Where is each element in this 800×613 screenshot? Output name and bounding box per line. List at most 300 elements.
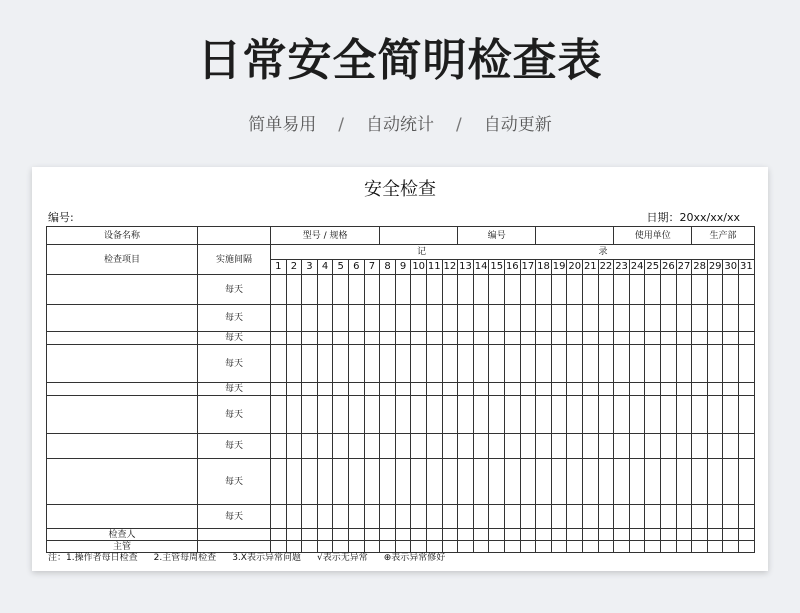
record-cell[interactable] <box>551 434 567 459</box>
inspector-cell[interactable] <box>661 529 677 541</box>
record-cell[interactable] <box>739 305 755 332</box>
record-cell[interactable] <box>473 505 489 529</box>
supervisor-cell[interactable] <box>395 541 411 553</box>
record-cell[interactable] <box>645 332 661 345</box>
record-cell[interactable] <box>364 396 380 434</box>
inspector-cell[interactable] <box>629 529 645 541</box>
record-cell[interactable] <box>395 345 411 383</box>
record-cell[interactable] <box>645 434 661 459</box>
record-cell[interactable] <box>692 383 708 396</box>
record-cell[interactable] <box>520 275 536 305</box>
record-cell[interactable] <box>286 305 302 332</box>
supervisor-cell[interactable] <box>333 541 349 553</box>
record-cell[interactable] <box>271 459 287 505</box>
record-cell[interactable] <box>395 505 411 529</box>
supervisor-cell[interactable] <box>567 541 583 553</box>
record-cell[interactable] <box>692 396 708 434</box>
record-cell[interactable] <box>411 332 427 345</box>
record-cell[interactable] <box>614 505 630 529</box>
record-cell[interactable] <box>676 305 692 332</box>
record-cell[interactable] <box>505 459 521 505</box>
inspector-cell[interactable] <box>302 529 318 541</box>
inspector-cell[interactable] <box>598 529 614 541</box>
record-cell[interactable] <box>426 505 442 529</box>
supervisor-cell[interactable] <box>426 541 442 553</box>
supervisor-cell[interactable] <box>520 541 536 553</box>
record-cell[interactable] <box>692 332 708 345</box>
check-item-cell[interactable] <box>47 305 198 332</box>
record-cell[interactable] <box>629 505 645 529</box>
record-cell[interactable] <box>536 434 552 459</box>
record-cell[interactable] <box>723 305 739 332</box>
record-cell[interactable] <box>489 332 505 345</box>
record-cell[interactable] <box>317 434 333 459</box>
record-cell[interactable] <box>598 305 614 332</box>
inspector-cell[interactable] <box>426 529 442 541</box>
record-cell[interactable] <box>614 345 630 383</box>
record-cell[interactable] <box>489 505 505 529</box>
record-cell[interactable] <box>286 275 302 305</box>
record-cell[interactable] <box>411 345 427 383</box>
record-cell[interactable] <box>505 383 521 396</box>
record-cell[interactable] <box>286 396 302 434</box>
record-cell[interactable] <box>520 305 536 332</box>
record-cell[interactable] <box>567 396 583 434</box>
record-cell[interactable] <box>271 396 287 434</box>
record-cell[interactable] <box>364 305 380 332</box>
record-cell[interactable] <box>271 305 287 332</box>
supervisor-cell[interactable] <box>458 541 474 553</box>
record-cell[interactable] <box>551 396 567 434</box>
inspector-cell[interactable] <box>458 529 474 541</box>
record-cell[interactable] <box>692 434 708 459</box>
record-cell[interactable] <box>536 505 552 529</box>
record-cell[interactable] <box>614 459 630 505</box>
record-cell[interactable] <box>583 459 599 505</box>
record-cell[interactable] <box>302 275 318 305</box>
record-cell[interactable] <box>333 305 349 332</box>
record-cell[interactable] <box>458 332 474 345</box>
record-cell[interactable] <box>271 332 287 345</box>
record-cell[interactable] <box>567 434 583 459</box>
supervisor-cell[interactable] <box>551 541 567 553</box>
record-cell[interactable] <box>317 396 333 434</box>
record-cell[interactable] <box>614 332 630 345</box>
record-cell[interactable] <box>614 396 630 434</box>
record-cell[interactable] <box>458 459 474 505</box>
record-cell[interactable] <box>395 275 411 305</box>
record-cell[interactable] <box>333 459 349 505</box>
record-cell[interactable] <box>348 275 364 305</box>
record-cell[interactable] <box>380 275 396 305</box>
record-cell[interactable] <box>629 383 645 396</box>
record-cell[interactable] <box>505 434 521 459</box>
record-cell[interactable] <box>458 275 474 305</box>
inspector-cell[interactable] <box>676 529 692 541</box>
record-cell[interactable] <box>707 459 723 505</box>
supervisor-cell[interactable] <box>583 541 599 553</box>
record-cell[interactable] <box>473 383 489 396</box>
record-cell[interactable] <box>739 459 755 505</box>
record-cell[interactable] <box>302 332 318 345</box>
record-cell[interactable] <box>489 305 505 332</box>
supervisor-cell[interactable] <box>411 541 427 553</box>
record-cell[interactable] <box>333 434 349 459</box>
record-cell[interactable] <box>723 505 739 529</box>
record-cell[interactable] <box>692 345 708 383</box>
record-cell[interactable] <box>551 332 567 345</box>
record-cell[interactable] <box>723 459 739 505</box>
record-cell[interactable] <box>520 505 536 529</box>
record-cell[interactable] <box>317 345 333 383</box>
record-cell[interactable] <box>551 459 567 505</box>
record-cell[interactable] <box>629 345 645 383</box>
record-cell[interactable] <box>317 505 333 529</box>
record-cell[interactable] <box>364 275 380 305</box>
record-cell[interactable] <box>567 505 583 529</box>
record-cell[interactable] <box>364 383 380 396</box>
record-cell[interactable] <box>286 345 302 383</box>
record-cell[interactable] <box>567 275 583 305</box>
record-cell[interactable] <box>348 383 364 396</box>
supervisor-cell[interactable] <box>317 541 333 553</box>
record-cell[interactable] <box>411 275 427 305</box>
record-cell[interactable] <box>536 383 552 396</box>
inspector-cell[interactable] <box>271 529 287 541</box>
record-cell[interactable] <box>411 396 427 434</box>
inspector-cell[interactable] <box>692 529 708 541</box>
record-cell[interactable] <box>286 332 302 345</box>
record-cell[interactable] <box>411 459 427 505</box>
supervisor-cell[interactable] <box>380 541 396 553</box>
record-cell[interactable] <box>723 275 739 305</box>
record-cell[interactable] <box>598 396 614 434</box>
record-cell[interactable] <box>661 459 677 505</box>
record-cell[interactable] <box>536 459 552 505</box>
record-cell[interactable] <box>411 383 427 396</box>
record-cell[interactable] <box>598 505 614 529</box>
record-cell[interactable] <box>520 345 536 383</box>
record-cell[interactable] <box>333 275 349 305</box>
record-cell[interactable] <box>598 275 614 305</box>
inspector-cell[interactable] <box>317 529 333 541</box>
check-item-cell[interactable] <box>47 434 198 459</box>
inspector-cell[interactable] <box>442 529 458 541</box>
record-cell[interactable] <box>395 434 411 459</box>
inspector-cell[interactable] <box>723 529 739 541</box>
inspector-cell[interactable] <box>364 529 380 541</box>
supervisor-cell[interactable] <box>302 541 318 553</box>
record-cell[interactable] <box>442 332 458 345</box>
record-cell[interactable] <box>348 396 364 434</box>
record-cell[interactable] <box>333 383 349 396</box>
check-item-cell[interactable] <box>47 332 198 345</box>
record-cell[interactable] <box>442 459 458 505</box>
record-cell[interactable] <box>661 434 677 459</box>
record-cell[interactable] <box>505 332 521 345</box>
supervisor-cell[interactable] <box>489 541 505 553</box>
record-cell[interactable] <box>317 305 333 332</box>
supervisor-cell[interactable] <box>707 541 723 553</box>
supervisor-interval-cell[interactable] <box>198 541 271 553</box>
record-cell[interactable] <box>645 305 661 332</box>
record-cell[interactable] <box>286 459 302 505</box>
record-cell[interactable] <box>426 332 442 345</box>
record-cell[interactable] <box>473 305 489 332</box>
record-cell[interactable] <box>302 345 318 383</box>
record-cell[interactable] <box>426 383 442 396</box>
record-cell[interactable] <box>739 383 755 396</box>
inspector-cell[interactable] <box>411 529 427 541</box>
record-cell[interactable] <box>629 332 645 345</box>
record-cell[interactable] <box>505 305 521 332</box>
record-cell[interactable] <box>302 434 318 459</box>
record-cell[interactable] <box>473 434 489 459</box>
record-cell[interactable] <box>395 305 411 332</box>
number-value[interactable] <box>536 227 614 245</box>
check-item-cell[interactable] <box>47 275 198 305</box>
record-cell[interactable] <box>348 305 364 332</box>
check-item-cell[interactable] <box>47 505 198 529</box>
record-cell[interactable] <box>317 383 333 396</box>
record-cell[interactable] <box>739 434 755 459</box>
record-cell[interactable] <box>567 383 583 396</box>
record-cell[interactable] <box>707 345 723 383</box>
record-cell[interactable] <box>505 505 521 529</box>
record-cell[interactable] <box>567 305 583 332</box>
record-cell[interactable] <box>473 345 489 383</box>
record-cell[interactable] <box>333 505 349 529</box>
record-cell[interactable] <box>645 275 661 305</box>
supervisor-cell[interactable] <box>348 541 364 553</box>
record-cell[interactable] <box>676 505 692 529</box>
inspector-cell[interactable] <box>707 529 723 541</box>
record-cell[interactable] <box>707 383 723 396</box>
supervisor-cell[interactable] <box>364 541 380 553</box>
record-cell[interactable] <box>317 332 333 345</box>
record-cell[interactable] <box>536 345 552 383</box>
record-cell[interactable] <box>302 305 318 332</box>
record-cell[interactable] <box>583 434 599 459</box>
record-cell[interactable] <box>505 275 521 305</box>
supervisor-cell[interactable] <box>271 541 287 553</box>
record-cell[interactable] <box>380 305 396 332</box>
record-cell[interactable] <box>442 505 458 529</box>
record-cell[interactable] <box>661 275 677 305</box>
record-cell[interactable] <box>380 332 396 345</box>
inspector-interval-cell[interactable] <box>198 529 271 541</box>
check-item-cell[interactable] <box>47 383 198 396</box>
record-cell[interactable] <box>707 505 723 529</box>
record-cell[interactable] <box>536 332 552 345</box>
record-cell[interactable] <box>489 383 505 396</box>
record-cell[interactable] <box>426 305 442 332</box>
record-cell[interactable] <box>458 305 474 332</box>
record-cell[interactable] <box>458 345 474 383</box>
record-cell[interactable] <box>458 383 474 396</box>
supervisor-cell[interactable] <box>473 541 489 553</box>
inspector-cell[interactable] <box>567 529 583 541</box>
record-cell[interactable] <box>317 459 333 505</box>
record-cell[interactable] <box>598 459 614 505</box>
supervisor-cell[interactable] <box>645 541 661 553</box>
record-cell[interactable] <box>598 345 614 383</box>
record-cell[interactable] <box>645 505 661 529</box>
record-cell[interactable] <box>629 459 645 505</box>
record-cell[interactable] <box>692 275 708 305</box>
record-cell[interactable] <box>614 305 630 332</box>
record-cell[interactable] <box>302 383 318 396</box>
record-cell[interactable] <box>739 275 755 305</box>
record-cell[interactable] <box>348 505 364 529</box>
record-cell[interactable] <box>645 459 661 505</box>
inspector-cell[interactable] <box>614 529 630 541</box>
inspector-cell[interactable] <box>739 529 755 541</box>
record-cell[interactable] <box>442 434 458 459</box>
device-name-value[interactable] <box>198 227 271 245</box>
record-cell[interactable] <box>583 505 599 529</box>
record-cell[interactable] <box>520 383 536 396</box>
record-cell[interactable] <box>426 345 442 383</box>
record-cell[interactable] <box>567 332 583 345</box>
record-cell[interactable] <box>426 275 442 305</box>
check-item-cell[interactable] <box>47 459 198 505</box>
record-cell[interactable] <box>583 396 599 434</box>
record-cell[interactable] <box>707 332 723 345</box>
record-cell[interactable] <box>333 332 349 345</box>
record-cell[interactable] <box>271 345 287 383</box>
record-cell[interactable] <box>489 275 505 305</box>
record-cell[interactable] <box>442 396 458 434</box>
record-cell[interactable] <box>692 459 708 505</box>
inspector-cell[interactable] <box>473 529 489 541</box>
record-cell[interactable] <box>707 396 723 434</box>
record-cell[interactable] <box>302 459 318 505</box>
record-cell[interactable] <box>489 459 505 505</box>
record-cell[interactable] <box>583 345 599 383</box>
record-cell[interactable] <box>707 434 723 459</box>
record-cell[interactable] <box>380 396 396 434</box>
record-cell[interactable] <box>505 345 521 383</box>
record-cell[interactable] <box>723 396 739 434</box>
record-cell[interactable] <box>426 396 442 434</box>
supervisor-cell[interactable] <box>676 541 692 553</box>
record-cell[interactable] <box>692 305 708 332</box>
record-cell[interactable] <box>489 396 505 434</box>
record-cell[interactable] <box>676 345 692 383</box>
record-cell[interactable] <box>739 505 755 529</box>
record-cell[interactable] <box>317 275 333 305</box>
record-cell[interactable] <box>489 345 505 383</box>
supervisor-cell[interactable] <box>598 541 614 553</box>
inspector-cell[interactable] <box>286 529 302 541</box>
record-cell[interactable] <box>380 505 396 529</box>
record-cell[interactable] <box>489 434 505 459</box>
record-cell[interactable] <box>395 383 411 396</box>
record-cell[interactable] <box>661 332 677 345</box>
record-cell[interactable] <box>614 275 630 305</box>
record-cell[interactable] <box>583 332 599 345</box>
record-cell[interactable] <box>411 434 427 459</box>
record-cell[interactable] <box>661 383 677 396</box>
record-cell[interactable] <box>583 383 599 396</box>
record-cell[interactable] <box>473 332 489 345</box>
model-value[interactable] <box>380 227 458 245</box>
supervisor-cell[interactable] <box>723 541 739 553</box>
record-cell[interactable] <box>661 505 677 529</box>
record-cell[interactable] <box>676 275 692 305</box>
record-cell[interactable] <box>551 305 567 332</box>
record-cell[interactable] <box>520 434 536 459</box>
record-cell[interactable] <box>739 345 755 383</box>
record-cell[interactable] <box>473 459 489 505</box>
inspector-cell[interactable] <box>489 529 505 541</box>
supervisor-cell[interactable] <box>505 541 521 553</box>
record-cell[interactable] <box>583 275 599 305</box>
record-cell[interactable] <box>364 345 380 383</box>
record-cell[interactable] <box>473 396 489 434</box>
record-cell[interactable] <box>629 434 645 459</box>
record-cell[interactable] <box>348 434 364 459</box>
record-cell[interactable] <box>520 459 536 505</box>
record-cell[interactable] <box>629 275 645 305</box>
supervisor-cell[interactable] <box>442 541 458 553</box>
inspector-cell[interactable] <box>645 529 661 541</box>
record-cell[interactable] <box>692 505 708 529</box>
inspector-cell[interactable] <box>395 529 411 541</box>
record-cell[interactable] <box>271 505 287 529</box>
record-cell[interactable] <box>551 383 567 396</box>
record-cell[interactable] <box>551 275 567 305</box>
record-cell[interactable] <box>739 396 755 434</box>
record-cell[interactable] <box>380 383 396 396</box>
record-cell[interactable] <box>286 383 302 396</box>
record-cell[interactable] <box>723 332 739 345</box>
record-cell[interactable] <box>411 305 427 332</box>
inspector-cell[interactable] <box>520 529 536 541</box>
record-cell[interactable] <box>723 345 739 383</box>
record-cell[interactable] <box>520 332 536 345</box>
record-cell[interactable] <box>364 332 380 345</box>
record-cell[interactable] <box>567 345 583 383</box>
record-cell[interactable] <box>426 459 442 505</box>
record-cell[interactable] <box>302 505 318 529</box>
record-cell[interactable] <box>286 434 302 459</box>
record-cell[interactable] <box>583 305 599 332</box>
inspector-cell[interactable] <box>505 529 521 541</box>
record-cell[interactable] <box>473 275 489 305</box>
inspector-cell[interactable] <box>551 529 567 541</box>
record-cell[interactable] <box>426 434 442 459</box>
record-cell[interactable] <box>536 305 552 332</box>
check-item-cell[interactable] <box>47 396 198 434</box>
inspector-cell[interactable] <box>583 529 599 541</box>
supervisor-cell[interactable] <box>739 541 755 553</box>
record-cell[interactable] <box>614 434 630 459</box>
record-cell[interactable] <box>395 332 411 345</box>
record-cell[interactable] <box>661 305 677 332</box>
record-cell[interactable] <box>302 396 318 434</box>
record-cell[interactable] <box>707 275 723 305</box>
record-cell[interactable] <box>380 434 396 459</box>
record-cell[interactable] <box>458 434 474 459</box>
record-cell[interactable] <box>676 383 692 396</box>
record-cell[interactable] <box>411 505 427 529</box>
record-cell[interactable] <box>380 459 396 505</box>
record-cell[interactable] <box>661 345 677 383</box>
record-cell[interactable] <box>551 345 567 383</box>
record-cell[interactable] <box>348 345 364 383</box>
